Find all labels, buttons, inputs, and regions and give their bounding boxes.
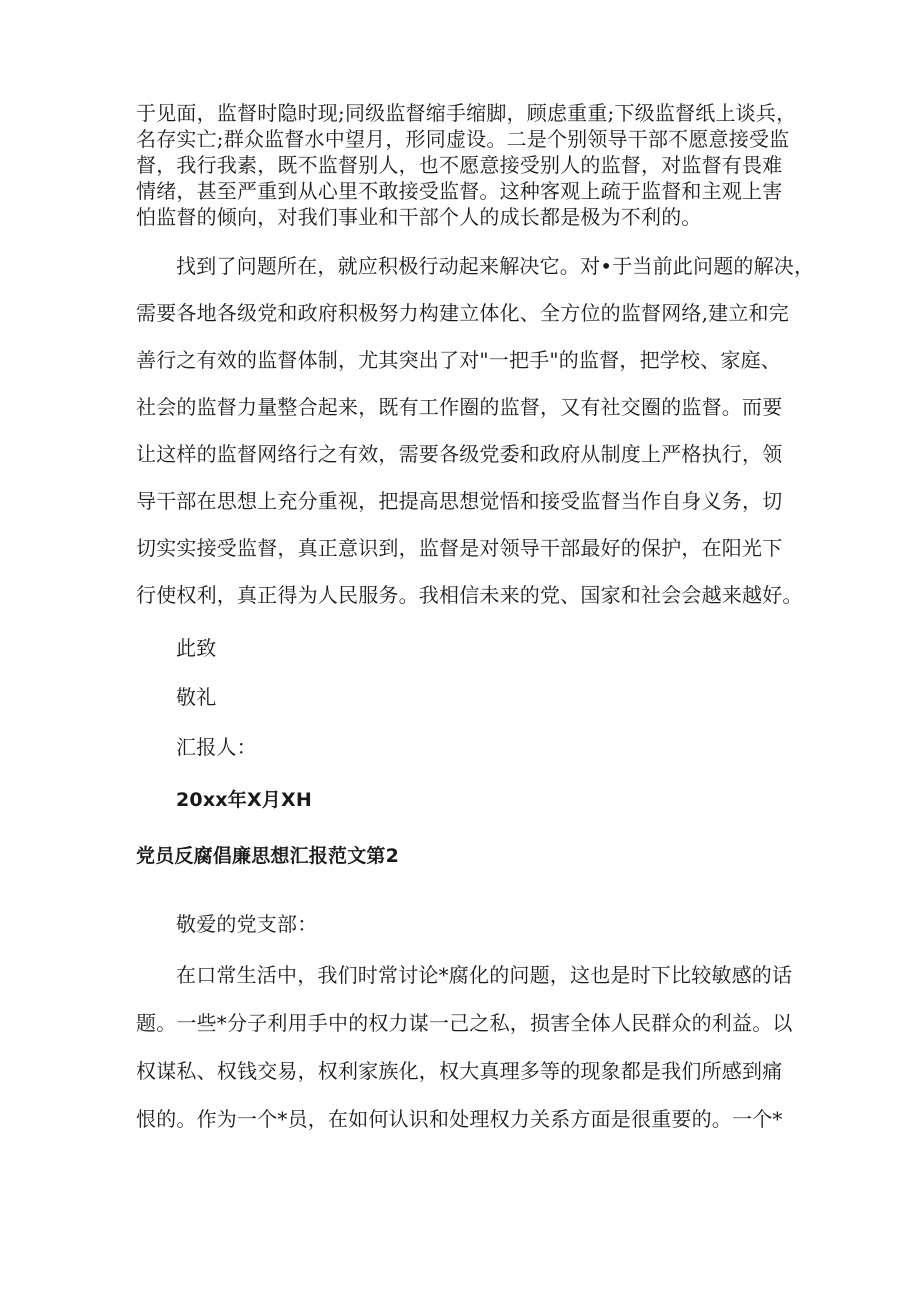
closing-cizhi: 此致 xyxy=(176,636,217,660)
closing-reporter: 汇报人： xyxy=(176,735,257,759)
solution-line-3: 善行之有效的监督体制，尤其突出了对"一把手"的监督，把学校、家庭、 xyxy=(136,348,781,372)
solution-line-1: 找到了问题所在，就应积极行动起来解决它。对•于当前此问题的解决， xyxy=(176,254,815,278)
solution-line-2: 需要各地各级党和政府积极努力构建立体化、全方位的监督网络,建立和完 xyxy=(136,301,789,325)
intro-line-2: 名存实亡;群众监督水中望月，形同虚设。二是个别领导干部不愿意接受监 xyxy=(136,127,790,151)
intro-line-5: 怕监督的倾向，对我们事业和干部个人的成长都是极为不利的。 xyxy=(136,205,702,229)
body-line-4: 恨的。作为一个*员，在如何认识和处理权力关系方面是很重要的。一个* xyxy=(136,1107,783,1131)
body-line-1: 在口常生活中，我们时常讨论*腐化的问题，这也是时下比较敏感的话 xyxy=(176,963,793,987)
closing-jingli: 敬礼 xyxy=(176,685,217,709)
solution-line-6: 导干部在思想上充分重视，把提高思想觉悟和接受监督当作自身义务，切 xyxy=(136,489,783,513)
solution-line-7: 切实实接受监督，真正意识到，监督是对领导干部最好的保护，在阳光下 xyxy=(136,536,783,560)
section-title: 党员反腐倡廉思想汇报范文第2 xyxy=(136,845,400,867)
intro-line-3: 督，我行我素，既不监督别人，也不愿意接受别人的监督，对监督有畏难 xyxy=(136,153,783,177)
intro-line-4: 情绪，甚至严重到从心里不敢接受监督。这种客观上疏于监督和主观上害 xyxy=(136,179,783,203)
solution-line-5: 让这样的监督网络行之有效，需要各级党委和政府从制度上严格执行，领 xyxy=(136,442,783,466)
solution-line-8: 行使权利，真正得为人民服务。我相信未来的党、国家和社会会越来越好。 xyxy=(136,583,803,607)
solution-line-4: 社会的监督力量整合起来，既有工作圈的监督，又有社交圈的监督。而要 xyxy=(136,395,783,419)
intro-line-1: 于见面，监督时隐时现;同级监督缩手缩脚，顾虑重重;下级监督纸上谈兵， xyxy=(136,101,797,125)
body-line-2: 题。一些*分子利用手中的权力谋一己之私，损害全体人民群众的利益。以 xyxy=(136,1011,793,1035)
salutation: 敬爱的党支部： xyxy=(176,912,318,936)
body-line-3: 权谋私、权钱交易，权利家族化，权大真理多等的现象都是我们所感到痛 xyxy=(136,1059,783,1083)
closing-date: 20xx年X月XH xyxy=(176,789,312,811)
